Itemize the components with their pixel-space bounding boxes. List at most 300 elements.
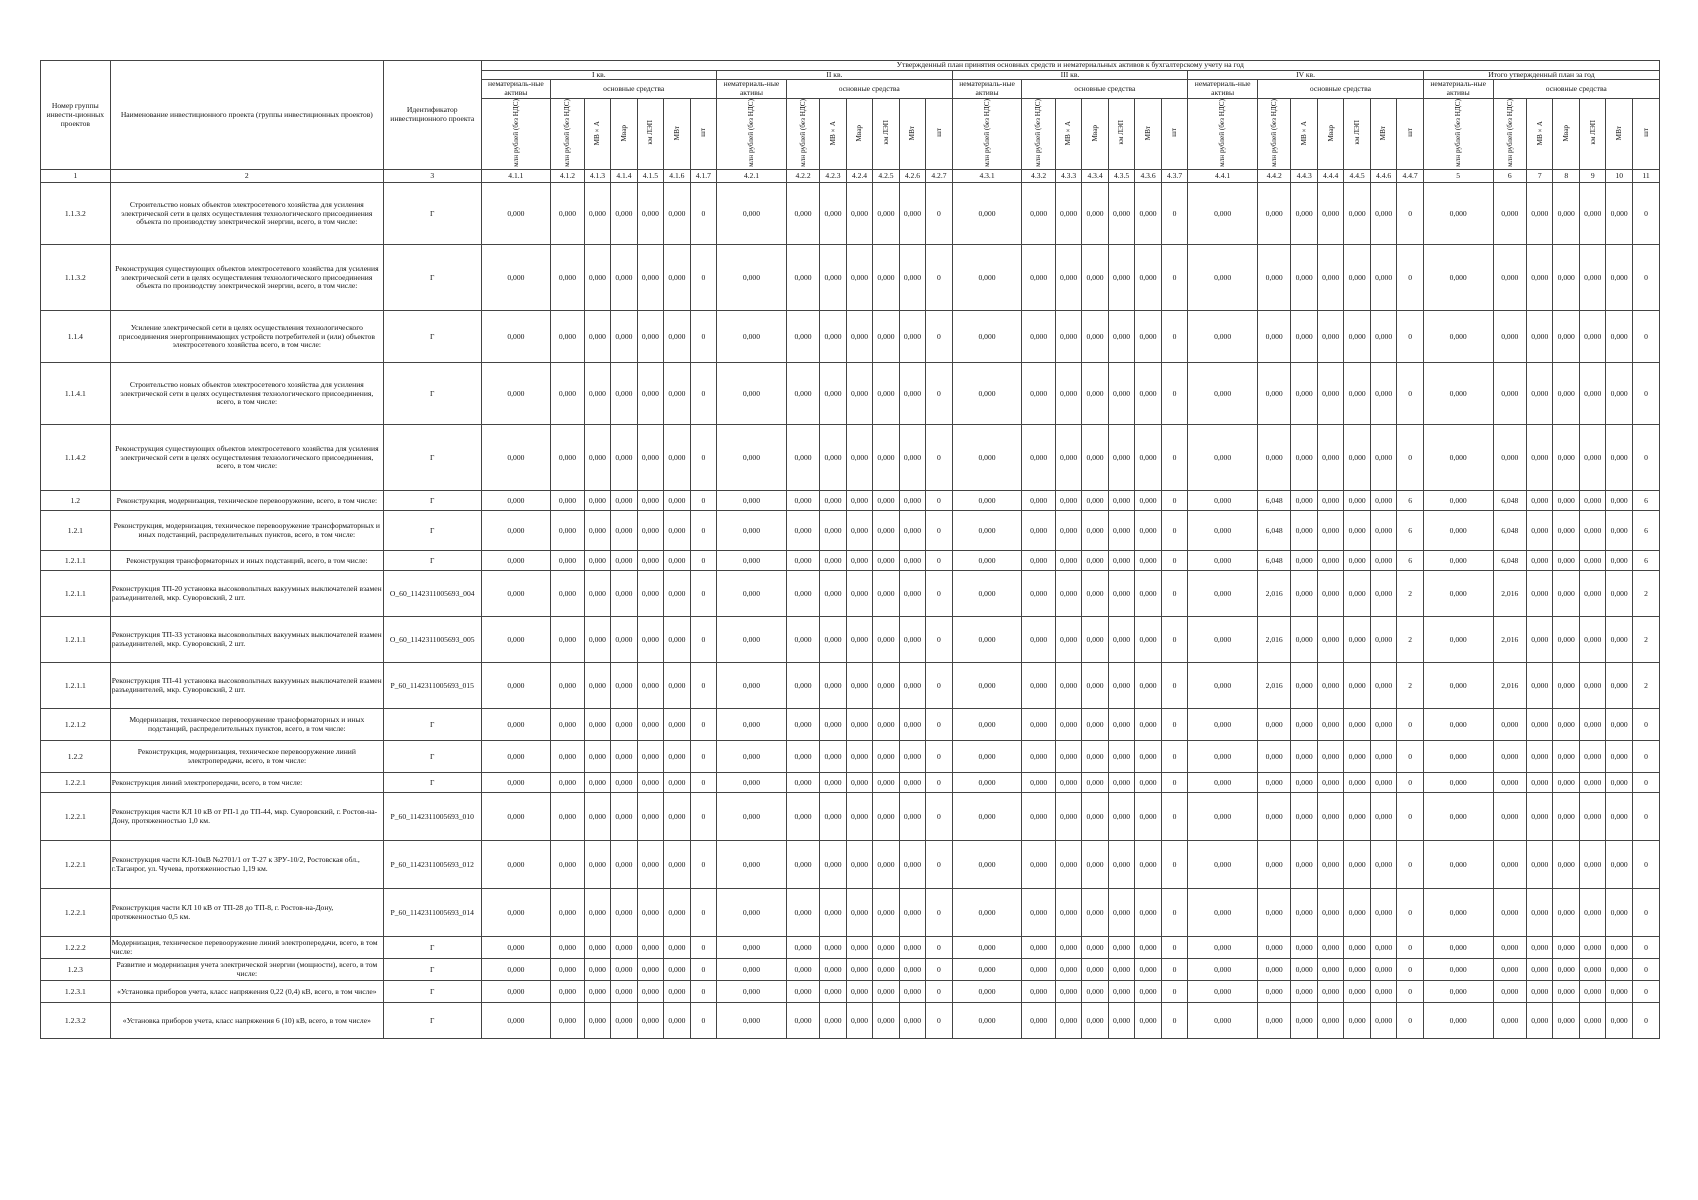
unit-label: млн рублей (без НДС) <box>982 98 991 167</box>
value-cell: 0,000 <box>664 245 690 311</box>
unit-header <box>664 98 690 170</box>
value-cell: 0,000 <box>1527 841 1553 889</box>
column-index: 4.3.6 <box>1135 170 1161 183</box>
project-name-cell: Реконструкция ТП-20 установка высоковольтных вакуумных выключателей взамен разъединителей, мкр. Суворовский, 2 шт. <box>110 571 383 617</box>
table-row <box>41 663 1660 709</box>
value-cell: 0,000 <box>899 741 925 773</box>
value-cell: 0,000 <box>1370 617 1396 663</box>
value-cell: 0 <box>926 981 952 1003</box>
value-cell: 0,000 <box>611 363 637 425</box>
unit-header <box>846 98 872 170</box>
value-cell: 0,000 <box>1022 245 1055 311</box>
value-cell: 0,000 <box>1579 773 1605 793</box>
value-cell: 6,048 <box>1257 491 1290 511</box>
value-cell: 0,000 <box>1188 981 1258 1003</box>
value-cell: 0,000 <box>1188 491 1258 511</box>
value-cell: 0,000 <box>1022 889 1055 937</box>
value-cell: 0,000 <box>873 889 899 937</box>
unit-label: шт <box>699 128 708 138</box>
value-cell: 0,000 <box>1493 425 1526 491</box>
unit-header <box>584 98 610 170</box>
value-cell: 0,000 <box>1082 571 1108 617</box>
unit-header <box>637 98 663 170</box>
project-id-cell: Г <box>383 511 481 551</box>
value-cell: 0,000 <box>637 551 663 571</box>
project-id-cell: Г <box>383 311 481 363</box>
value-cell: 0,000 <box>1344 363 1370 425</box>
value-cell: 0,000 <box>1188 571 1258 617</box>
value-cell: 2,016 <box>1257 663 1290 709</box>
value-cell: 0,000 <box>1188 773 1258 793</box>
value-cell: 0 <box>1161 617 1187 663</box>
value-cell: 0,000 <box>952 183 1022 245</box>
value-cell: 0,000 <box>1188 793 1258 841</box>
value-cell: 0 <box>1397 1003 1423 1039</box>
value-cell: 0,000 <box>1108 741 1134 773</box>
unit-label: Мвар <box>1326 124 1335 142</box>
table-row <box>41 741 1660 773</box>
value-cell: 0,000 <box>786 425 819 491</box>
table-row <box>41 571 1660 617</box>
value-cell: 0,000 <box>899 311 925 363</box>
value-cell: 0,000 <box>899 709 925 741</box>
column-index: 4.4.7 <box>1397 170 1423 183</box>
value-cell: 0 <box>1397 245 1423 311</box>
value-cell: 0,000 <box>1606 841 1632 889</box>
column-index: 1 <box>41 170 111 183</box>
value-cell: 0,000 <box>1423 773 1493 793</box>
value-cell: 0,000 <box>1344 889 1370 937</box>
value-cell: 0,000 <box>1423 183 1493 245</box>
value-cell: 0,000 <box>1055 617 1081 663</box>
row-number: 1.2.3.2 <box>41 1003 111 1039</box>
row-number: 1.2 <box>41 491 111 511</box>
value-cell: 0,000 <box>1493 959 1526 981</box>
value-cell: 0,000 <box>1370 245 1396 311</box>
value-cell: 0,000 <box>637 617 663 663</box>
value-cell: 6,048 <box>1257 551 1290 571</box>
column-index: 11 <box>1632 170 1659 183</box>
unit-label: млн рублей (без НДС) <box>563 98 572 167</box>
value-cell: 0,000 <box>1082 663 1108 709</box>
value-cell: 0,000 <box>846 841 872 889</box>
column-index: 4.2.3 <box>820 170 846 183</box>
value-cell: 0,000 <box>952 981 1022 1003</box>
value-cell: 0 <box>926 363 952 425</box>
value-cell: 0,000 <box>820 311 846 363</box>
value-cell: 0,000 <box>1553 663 1579 709</box>
value-cell: 0,000 <box>820 981 846 1003</box>
value-cell: 0,000 <box>481 773 551 793</box>
value-cell: 0,000 <box>1579 741 1605 773</box>
value-cell: 0,000 <box>1022 551 1055 571</box>
value-cell: 0,000 <box>584 363 610 425</box>
value-cell: 0,000 <box>1344 491 1370 511</box>
column-index: 4.3.7 <box>1161 170 1187 183</box>
value-cell: 0 <box>1632 741 1659 773</box>
value-cell: 0 <box>1632 773 1659 793</box>
value-cell: 0 <box>1161 491 1187 511</box>
value-cell: 0,000 <box>1055 311 1081 363</box>
value-cell: 0,000 <box>873 511 899 551</box>
value-cell: 0,000 <box>952 663 1022 709</box>
value-cell: 0,000 <box>1188 311 1258 363</box>
value-cell: 0,000 <box>1370 551 1396 571</box>
column-index: 4.4.4 <box>1317 170 1343 183</box>
value-cell: 0 <box>926 491 952 511</box>
value-cell: 0,000 <box>637 363 663 425</box>
value-cell: 0,000 <box>1108 245 1134 311</box>
unit-label: МВт <box>1615 125 1624 140</box>
table-row <box>41 311 1660 363</box>
value-cell: 0,000 <box>1527 311 1553 363</box>
project-id-cell: Г <box>383 551 481 571</box>
value-cell: 0 <box>1397 363 1423 425</box>
row-number: 1.2.2.1 <box>41 793 111 841</box>
value-cell: 0,000 <box>820 1003 846 1039</box>
column-index: 4.1.4 <box>611 170 637 183</box>
unit-label: Мвар <box>855 124 864 142</box>
project-id-cell: Г <box>383 959 481 981</box>
value-cell: 0,000 <box>899 511 925 551</box>
value-cell: 0,000 <box>1082 841 1108 889</box>
value-cell: 0,000 <box>664 663 690 709</box>
project-name-cell: Строительство новых объектов электросетевого хозяйства для усиления электрической сети в целях осуществления технологического присоединения, всего, в том числе: <box>110 363 383 425</box>
value-cell: 0 <box>1161 311 1187 363</box>
value-cell: 0,000 <box>481 183 551 245</box>
value-cell: 0 <box>1397 183 1423 245</box>
value-cell: 0 <box>1632 709 1659 741</box>
unit-label: км ЛЭП <box>881 120 890 146</box>
value-cell: 0,000 <box>1553 841 1579 889</box>
value-cell: 0,000 <box>1055 425 1081 491</box>
value-cell: 0,000 <box>1579 363 1605 425</box>
value-cell: 0,000 <box>1553 491 1579 511</box>
value-cell: 0,000 <box>481 793 551 841</box>
value-cell: 0,000 <box>717 183 787 245</box>
value-cell: 0,000 <box>1344 773 1370 793</box>
project-id-cell: Г <box>383 741 481 773</box>
value-cell: 0,000 <box>611 959 637 981</box>
value-cell: 0,000 <box>1370 937 1396 959</box>
value-cell: 0 <box>926 425 952 491</box>
value-cell: 0,000 <box>1291 793 1317 841</box>
value-cell: 0,000 <box>1579 841 1605 889</box>
value-cell: 0,000 <box>1291 773 1317 793</box>
value-cell: 0,000 <box>1606 1003 1632 1039</box>
value-cell: 2,016 <box>1257 571 1290 617</box>
value-cell: 0,000 <box>1606 551 1632 571</box>
column-index: 2 <box>110 170 383 183</box>
value-cell: 0,000 <box>1257 773 1290 793</box>
table-row <box>41 511 1660 551</box>
value-cell: 0,000 <box>584 183 610 245</box>
value-cell: 0,000 <box>584 773 610 793</box>
value-cell: 0,000 <box>1579 491 1605 511</box>
unit-label: млн рублей (без НДС) <box>1454 98 1463 167</box>
value-cell: 0 <box>926 841 952 889</box>
value-cell: 0 <box>1161 425 1187 491</box>
value-cell: 0,000 <box>717 741 787 773</box>
value-cell: 0,000 <box>611 491 637 511</box>
unit-label: шт <box>1170 128 1179 138</box>
value-cell: 0,000 <box>611 425 637 491</box>
value-cell: 0,000 <box>1317 551 1343 571</box>
value-cell: 0,000 <box>717 551 787 571</box>
value-cell: 0,000 <box>1022 491 1055 511</box>
value-cell: 0,000 <box>873 959 899 981</box>
value-cell: 0,000 <box>1553 425 1579 491</box>
value-cell: 0,000 <box>584 511 610 551</box>
value-cell: 0,000 <box>611 841 637 889</box>
unit-header <box>1553 98 1579 170</box>
plan-title-header: Утвержденный план принятия основных средств и нематериальных активов к бухгалтерскому учету на год <box>481 61 1659 71</box>
value-cell: 0,000 <box>1188 889 1258 937</box>
value-cell: 0,000 <box>1135 709 1161 741</box>
value-cell: 0,000 <box>611 937 637 959</box>
value-cell: 0,000 <box>1291 741 1317 773</box>
project-name-cell: Строительство новых объектов электросетевого хозяйства для усиления электрической сети в целях осуществления технологического присоединения объекта по производству электрической энергии, всего, в том числе: <box>110 183 383 245</box>
column-index: 4.1.6 <box>664 170 690 183</box>
value-cell: 0,000 <box>1135 617 1161 663</box>
value-cell: 0,000 <box>1317 571 1343 617</box>
value-cell: 0,000 <box>820 773 846 793</box>
value-cell: 0,000 <box>551 663 584 709</box>
row-number: 1.1.4 <box>41 311 111 363</box>
value-cell: 0,000 <box>1527 773 1553 793</box>
unit-header <box>1397 98 1423 170</box>
unit-label: млн рублей (без НДС) <box>798 98 807 167</box>
column-index: 7 <box>1527 170 1553 183</box>
value-cell: 0,000 <box>584 981 610 1003</box>
value-cell: 0 <box>1632 311 1659 363</box>
value-cell: 0 <box>926 741 952 773</box>
value-cell: 0,000 <box>584 663 610 709</box>
value-cell: 0,000 <box>481 363 551 425</box>
row-number: 1.2.3 <box>41 959 111 981</box>
value-cell: 0,000 <box>717 663 787 709</box>
value-cell: 0,000 <box>1344 959 1370 981</box>
value-cell: 0,000 <box>1493 793 1526 841</box>
value-cell: 0 <box>1632 793 1659 841</box>
value-cell: 0,000 <box>1493 311 1526 363</box>
value-cell: 0,000 <box>1606 425 1632 491</box>
value-cell: 0,000 <box>1579 311 1605 363</box>
value-cell: 0,000 <box>786 551 819 571</box>
value-cell: 0,000 <box>1579 709 1605 741</box>
value-cell: 0 <box>1397 981 1423 1003</box>
unit-header <box>1022 98 1055 170</box>
value-cell: 0 <box>926 889 952 937</box>
value-cell: 0,000 <box>1022 841 1055 889</box>
value-cell: 0,000 <box>1527 959 1553 981</box>
value-cell: 0,000 <box>1082 491 1108 511</box>
value-cell: 0 <box>690 793 716 841</box>
value-cell: 0,000 <box>1317 773 1343 793</box>
value-cell: 0,000 <box>717 425 787 491</box>
value-cell: 0 <box>1632 959 1659 981</box>
value-cell: 0,000 <box>1291 841 1317 889</box>
project-id-cell: O_60_1142311005693_005 <box>383 617 481 663</box>
value-cell: 0,000 <box>1423 511 1493 551</box>
unit-header <box>1082 98 1108 170</box>
value-cell: 0,000 <box>1579 981 1605 1003</box>
value-cell: 0,000 <box>481 663 551 709</box>
value-cell: 0,000 <box>637 841 663 889</box>
row-number: 1.1.3.2 <box>41 183 111 245</box>
column-index: 4.2.4 <box>846 170 872 183</box>
value-cell: 0,000 <box>786 773 819 793</box>
value-cell: 0,000 <box>1108 425 1134 491</box>
value-cell: 0,000 <box>952 363 1022 425</box>
value-cell: 0,000 <box>1553 311 1579 363</box>
value-cell: 0,000 <box>820 551 846 571</box>
value-cell: 0,000 <box>551 245 584 311</box>
value-cell: 0 <box>690 183 716 245</box>
value-cell: 0,000 <box>717 937 787 959</box>
value-cell: 0,000 <box>1553 793 1579 841</box>
value-cell: 0,000 <box>611 981 637 1003</box>
unit-header <box>1055 98 1081 170</box>
value-cell: 0,000 <box>1135 1003 1161 1039</box>
value-cell: 0,000 <box>1291 363 1317 425</box>
value-cell: 0,000 <box>584 245 610 311</box>
value-cell: 0,000 <box>584 709 610 741</box>
table-row <box>41 959 1660 981</box>
value-cell: 0,000 <box>1493 937 1526 959</box>
unit-header <box>899 98 925 170</box>
project-id-cell: P_60_1142311005693_010 <box>383 793 481 841</box>
value-cell: 0,000 <box>1291 663 1317 709</box>
value-cell: 0,000 <box>1606 511 1632 551</box>
project-name-cell: «Установка приборов учета, класс напряжения 6 (10) кВ, всего, в том числе» <box>110 1003 383 1039</box>
value-cell: 6 <box>1397 491 1423 511</box>
project-id-cell: P_60_1142311005693_012 <box>383 841 481 889</box>
value-cell: 0 <box>1161 981 1187 1003</box>
value-cell: 0,000 <box>1108 617 1134 663</box>
value-cell: 0 <box>1397 773 1423 793</box>
value-cell: 0,000 <box>1423 981 1493 1003</box>
value-cell: 0,000 <box>551 741 584 773</box>
value-cell: 0,000 <box>664 425 690 491</box>
value-cell: 0 <box>1397 311 1423 363</box>
table-row <box>41 841 1660 889</box>
row-number: 1.2.1.1 <box>41 551 111 571</box>
value-cell: 0,000 <box>873 1003 899 1039</box>
value-cell: 0,000 <box>1370 491 1396 511</box>
value-cell: 0,000 <box>820 363 846 425</box>
value-cell: 0,000 <box>1135 363 1161 425</box>
column-index: 8 <box>1553 170 1579 183</box>
table-row <box>41 363 1660 425</box>
value-cell: 0,000 <box>1055 741 1081 773</box>
value-cell: 0,000 <box>1579 245 1605 311</box>
value-cell: 0,000 <box>952 311 1022 363</box>
value-cell: 0,000 <box>1606 773 1632 793</box>
value-cell: 0 <box>1161 773 1187 793</box>
project-name-cell: Реконструкция части КЛ-10кВ №2701/1 от Т-27 к ЗРУ-10/2, Ростовская обл., г.Таганрог, ул. Чучева, протяженностью 1,19 км. <box>110 841 383 889</box>
value-cell: 2 <box>1397 663 1423 709</box>
value-cell: 0 <box>690 311 716 363</box>
row-number: 1.1.4.1 <box>41 363 111 425</box>
value-cell: 0 <box>1632 937 1659 959</box>
value-cell: 0,000 <box>820 617 846 663</box>
value-cell: 0,000 <box>1082 617 1108 663</box>
value-cell: 0,000 <box>1344 841 1370 889</box>
value-cell: 0,000 <box>1022 183 1055 245</box>
value-cell: 6,048 <box>1493 491 1526 511</box>
value-cell: 0 <box>690 663 716 709</box>
value-cell: 0,000 <box>1055 363 1081 425</box>
unit-label: МВ×А <box>828 120 837 145</box>
value-cell: 0 <box>690 491 716 511</box>
value-cell: 0,000 <box>1082 981 1108 1003</box>
column-index: 4.1.7 <box>690 170 716 183</box>
value-cell: 0,000 <box>1423 709 1493 741</box>
value-cell: 0,000 <box>1370 981 1396 1003</box>
value-cell: 0,000 <box>786 571 819 617</box>
value-cell: 0,000 <box>846 709 872 741</box>
value-cell: 0,000 <box>1370 363 1396 425</box>
value-cell: 0,000 <box>1527 363 1553 425</box>
value-cell: 0,000 <box>1317 937 1343 959</box>
project-id-cell: Г <box>383 773 481 793</box>
value-cell: 0,000 <box>1108 511 1134 551</box>
value-cell: 0,000 <box>481 511 551 551</box>
table-row <box>41 245 1660 311</box>
value-cell: 0,000 <box>1055 959 1081 981</box>
value-cell: 0,000 <box>717 571 787 617</box>
value-cell: 0,000 <box>899 571 925 617</box>
value-cell: 0,000 <box>820 425 846 491</box>
value-cell: 0,000 <box>1317 311 1343 363</box>
value-cell: 0,000 <box>584 617 610 663</box>
value-cell: 0,000 <box>846 245 872 311</box>
value-cell: 0,000 <box>664 551 690 571</box>
value-cell: 0 <box>690 245 716 311</box>
value-cell: 0,000 <box>481 311 551 363</box>
value-cell: 0,000 <box>611 889 637 937</box>
value-cell: 0,000 <box>611 709 637 741</box>
value-cell: 0,000 <box>1257 311 1290 363</box>
value-cell: 0,000 <box>1553 617 1579 663</box>
value-cell: 0,000 <box>952 511 1022 551</box>
value-cell: 0,000 <box>717 773 787 793</box>
value-cell: 0,000 <box>1022 617 1055 663</box>
value-cell: 0 <box>1632 425 1659 491</box>
row-number: 1.2.2.1 <box>41 841 111 889</box>
value-cell: 0,000 <box>786 741 819 773</box>
value-cell: 0,000 <box>846 571 872 617</box>
value-cell: 0,000 <box>786 617 819 663</box>
project-id-cell: Г <box>383 425 481 491</box>
unit-header <box>873 98 899 170</box>
unit-label: МВт <box>1379 125 1388 140</box>
unit-label: Мвар <box>1090 124 1099 142</box>
value-cell: 0,000 <box>820 841 846 889</box>
value-cell: 0,000 <box>1317 981 1343 1003</box>
value-cell: 0,000 <box>786 937 819 959</box>
value-cell: 0,000 <box>1022 425 1055 491</box>
value-cell: 0 <box>926 793 952 841</box>
value-cell: 0,000 <box>820 245 846 311</box>
value-cell: 0,000 <box>1022 663 1055 709</box>
unit-header <box>1188 98 1258 170</box>
value-cell: 0,000 <box>1553 245 1579 311</box>
value-cell: 0,000 <box>1055 709 1081 741</box>
column-index: 4.1.5 <box>637 170 663 183</box>
unit-label: км ЛЭП <box>646 120 655 146</box>
